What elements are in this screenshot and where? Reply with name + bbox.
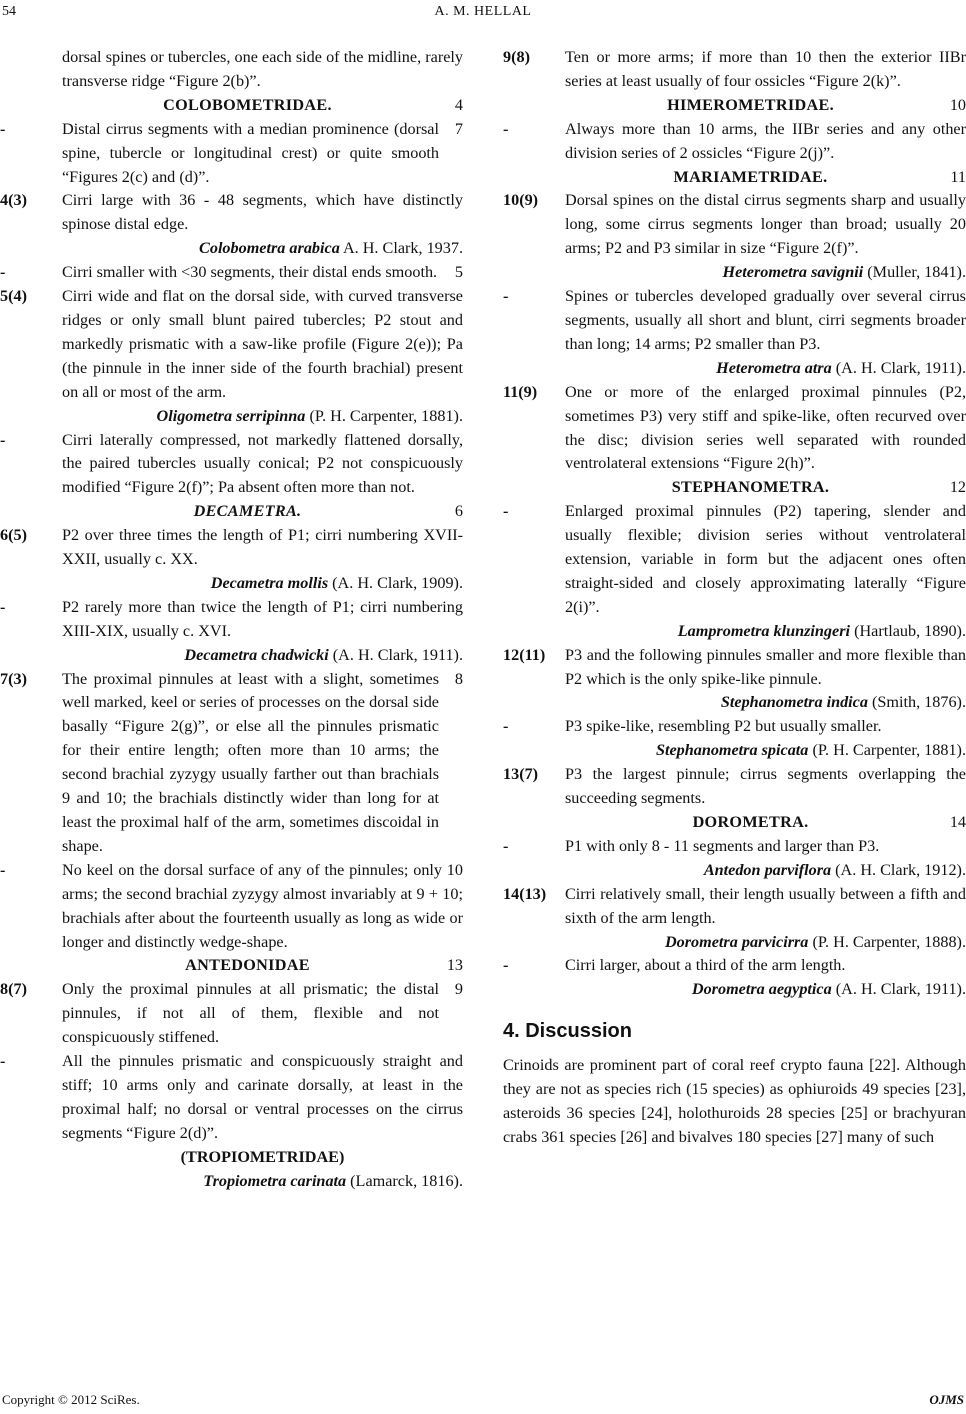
taxon-name bbox=[503, 357, 966, 381]
couplet-number: 9(8) bbox=[503, 48, 530, 66]
couplet-text: Cirri relatively small, their length usually between a fifth and sixth of the arm length. bbox=[565, 884, 966, 927]
family-heading bbox=[503, 811, 966, 835]
family-name: HIMEROMETRIDAE. bbox=[667, 95, 834, 114]
species-name: Dorometra parvicirra bbox=[664, 932, 809, 951]
running-author: A. M. HELLAL bbox=[434, 4, 532, 19]
family-heading bbox=[503, 166, 966, 190]
key-couplet bbox=[0, 285, 463, 405]
key-couplet bbox=[0, 668, 463, 859]
key-couplet bbox=[503, 381, 966, 477]
journal-abbreviation: OJMS bbox=[929, 1392, 964, 1407]
taxon-name bbox=[0, 1170, 463, 1194]
couplet-number: - bbox=[503, 956, 509, 975]
taxon-name bbox=[503, 261, 966, 285]
species-name: Heterometra savignii bbox=[722, 263, 864, 282]
taxon-name bbox=[0, 405, 463, 429]
species-authority: A. H. Clark, 1937. bbox=[342, 239, 463, 258]
taxon-name bbox=[0, 237, 463, 261]
taxon-name bbox=[503, 978, 966, 1002]
species-name: Oligometra serripinna bbox=[156, 406, 306, 425]
species-name: Decametra chadwicki bbox=[184, 645, 329, 664]
key-couplet bbox=[0, 429, 463, 501]
family-name: COLOBOMETRIDAE. bbox=[163, 95, 332, 114]
family-heading bbox=[503, 94, 966, 118]
key-couplet bbox=[503, 189, 966, 261]
taxon-name bbox=[503, 620, 966, 644]
couplet-number: - bbox=[0, 430, 6, 449]
key-couplet bbox=[0, 524, 463, 572]
couplet-target: 11 bbox=[950, 167, 966, 186]
couplet-text: P3 the largest pinnule; cirrus segments overlapping the succeeding segments. bbox=[565, 765, 966, 808]
couplet-text: P1 with only 8 - 11 segments and larger than P3. bbox=[565, 836, 880, 855]
family-name: DECAMETRA. bbox=[193, 502, 302, 521]
taxon-name bbox=[0, 572, 463, 596]
couplet-target: 10 bbox=[949, 95, 966, 114]
couplet-number: 5(4) bbox=[0, 287, 27, 306]
couplet-text: The proximal pinnules at least with a slight, sometimes well marked, keel or series of processes on the dorsal side basally “Figure 2(g)”, or else all the pinnules prismatic for their entire length; often more than 10 arms; the second brachial zyzygy usually farther out than brachials 9 and 10; the brachials distinctly wider than long for at least the proximal half of the arm, sometimes discoidal in shape. bbox=[62, 669, 439, 855]
family-heading bbox=[0, 94, 463, 118]
family-name: MARIAMETRIDAE. bbox=[673, 167, 828, 186]
couplet-target: 12 bbox=[949, 478, 966, 497]
couplet-target: 7 bbox=[454, 119, 463, 138]
species-authority: (P. H. Carpenter, 1888). bbox=[812, 932, 966, 951]
family-name: ANTEDONIDAE bbox=[185, 956, 310, 975]
couplet-target: 6 bbox=[454, 502, 463, 521]
couplet-number: - bbox=[503, 836, 509, 855]
species-name: Tropiometra carinata bbox=[203, 1171, 347, 1190]
couplet-text: Only the proximal pinnules at all prismatic; the distal pinnules, if not all of them, flexible and not conspicuously stiffened. bbox=[62, 980, 439, 1047]
couplet-number: 13(7) bbox=[503, 765, 539, 784]
key-couplet bbox=[0, 1050, 463, 1146]
species-authority: (A. H. Clark, 1911). bbox=[835, 980, 966, 999]
couplet-text: Cirri laterally compressed, not markedly flattened dorsally, the paired tubercles usually conical; P2 not conspicuously modified “Figure 2(f)”; Pa absent often more than not. bbox=[62, 430, 463, 497]
couplet-number: - bbox=[503, 287, 509, 306]
key-couplet bbox=[503, 883, 966, 931]
discussion-paragraph: Crinoids are prominent part of coral reef crypto fauna [22]. Although they are not as species rich (15 species) as ophiuroids 49 species [23], asteroids 36 species [24], holothuroids 28 species [25] or brachyuran crabs 361 species [26] and bivalves 180 species [27] many of such bbox=[503, 1056, 966, 1146]
key-couplet bbox=[503, 46, 966, 94]
copyright-notice: Copyright © 2012 SciRes. bbox=[2, 1392, 140, 1407]
key-couplet bbox=[0, 261, 463, 285]
species-authority: (P. H. Carpenter, 1881). bbox=[812, 741, 966, 760]
species-authority: (Muller, 1841). bbox=[867, 263, 966, 282]
continued-text: dorsal spines or tubercles, one each side of the midline, rarely transverse ridge “Figure 2(b)”. bbox=[62, 48, 463, 90]
taxon-name bbox=[503, 859, 966, 883]
page-number: 54 bbox=[2, 4, 16, 19]
taxon-name bbox=[503, 739, 966, 763]
couplet-text: Cirri larger, about a third of the arm length. bbox=[565, 956, 846, 975]
species-authority: (Hartlaub, 1890). bbox=[854, 621, 966, 640]
couplet-target: 8 bbox=[454, 669, 463, 688]
key-couplet bbox=[0, 859, 463, 955]
key-couplet bbox=[0, 978, 463, 1050]
species-authority: (Smith, 1876). bbox=[872, 693, 966, 712]
species-name: Stephanometra spicata bbox=[655, 741, 809, 760]
couplet-text: P3 spike-like, resembling P2 but usually smaller. bbox=[565, 717, 882, 736]
couplet-number: 4(3) bbox=[0, 191, 27, 210]
couplet-number: 12(11) bbox=[503, 645, 546, 664]
key-couplet bbox=[503, 835, 966, 859]
couplet-number: - bbox=[503, 502, 509, 521]
couplet-target: 4 bbox=[454, 95, 463, 114]
key-couplet bbox=[503, 118, 966, 166]
couplet-text: P2 rarely more than twice the length of P1; cirri numbering XIII-XIX, usually c. XVI. bbox=[62, 597, 463, 640]
couplet-text: Cirri smaller with <30 segments, their distal ends smooth. bbox=[62, 263, 438, 282]
running-header bbox=[0, 4, 966, 26]
left-column bbox=[0, 46, 463, 1194]
taxon-name bbox=[503, 691, 966, 715]
couplet-number: - bbox=[0, 119, 6, 138]
family-heading bbox=[0, 954, 463, 978]
couplet-number: - bbox=[503, 717, 509, 736]
species-name: Stephanometra indica bbox=[720, 693, 868, 712]
couplet-text: Distal cirrus segments with a median prominence (dorsal spine, tubercle or longitudinal crest) or quite smooth “Figures 2(c) and (d)”. bbox=[62, 119, 439, 186]
couplet-text: Spines or tubercles developed gradually over several cirrus segments, usually all short and blunt, cirri segments broader than long; 14 arms; P2 smaller than P3. bbox=[565, 287, 966, 353]
couplet-text: Always more than 10 arms, the IIBr series and any other division series of 2 ossicles “Figure 2(j)”. bbox=[565, 119, 966, 162]
couplet-text: Cirri large with 36 - 48 segments, which have distinctly spinose distal edge. bbox=[62, 191, 463, 234]
couplet-text: P3 and the following pinnules smaller and more flexible than P2 which is the only spike-like pinnule. bbox=[565, 645, 966, 688]
key-couplet bbox=[0, 118, 463, 190]
couplet-target: 13 bbox=[446, 956, 463, 975]
couplet-text: All the pinnules prismatic and conspicuously straight and stiff; 10 arms only and carinate dorsally, at least in the proximal half; no dorsal or ventral processes on the cirrus segments “Figure 2(d)”. bbox=[62, 1052, 463, 1142]
couplet-number: - bbox=[0, 1052, 6, 1071]
couplet-text: One or more of the enlarged proximal pinnules (P2, sometimes P3) very stiff and spike-like, often recurved over the disc; division series well separated with rounded ventrolateral extensions “Figure 2(h)”. bbox=[565, 382, 966, 473]
taxon-name bbox=[0, 644, 463, 668]
couplet-number: 14(13) bbox=[503, 884, 547, 903]
couplet-text: Ten or more arms; if more than 10 then the exterior IIBr series at least usually of four ossicles “Figure 2(k)”. bbox=[565, 48, 966, 90]
species-authority: (A. H. Clark, 1911). bbox=[332, 645, 463, 664]
species-name: Colobometra arabica bbox=[199, 239, 340, 258]
section-heading: 4. Discussion bbox=[503, 1020, 632, 1043]
species-name: Lamprometra klunzingeri bbox=[677, 621, 851, 640]
couplet-text: Cirri wide and flat on the dorsal side, with curved transverse ridges or only small blunt paired tubercles; P2 stout and markedly prismatic with a saw-like profile (Figure 2(e)); Pa (the pinnule in the inner side of the fourth brachial) present on all or most of the arm. bbox=[62, 287, 463, 401]
species-name: Heterometra atra bbox=[716, 358, 832, 377]
right-column bbox=[503, 46, 966, 1150]
key-couplet bbox=[503, 285, 966, 357]
species-authority: (P. H. Carpenter, 1881). bbox=[309, 406, 463, 425]
couplet-text: Enlarged proximal pinnules (P2) tapering, slender and usually flexible; division series without ventrolateral extension, variable in form but the adjacent ones often straight-sided and closely approximating laterally “Figure 2(i)”. bbox=[565, 502, 966, 616]
species-authority: (A. H. Clark, 1912). bbox=[835, 860, 966, 879]
couplet-number: 7(3) bbox=[0, 669, 27, 688]
couplet-number: 8(7) bbox=[0, 980, 27, 999]
key-couplet bbox=[503, 500, 966, 620]
key-couplet bbox=[503, 763, 966, 811]
species-authority: (Lamarck, 1816). bbox=[350, 1171, 463, 1190]
couplet-number: - bbox=[0, 263, 6, 282]
couplet-target: 5 bbox=[454, 263, 463, 282]
couplet-number: 10(9) bbox=[503, 191, 539, 210]
species-authority: (A. H. Clark, 1909). bbox=[332, 573, 463, 592]
species-name: Decametra mollis bbox=[210, 573, 329, 592]
couplet-number: 11(9) bbox=[503, 382, 538, 401]
family-heading: (TROPIOMETRIDAE) bbox=[180, 1147, 345, 1166]
key-couplet bbox=[503, 644, 966, 692]
couplet-target: 9 bbox=[454, 980, 463, 999]
species-name: Dorometra aegyptica bbox=[691, 980, 832, 999]
couplet-target: 14 bbox=[949, 813, 966, 831]
family-name: DOROMETRA. bbox=[692, 813, 809, 831]
key-couplet bbox=[503, 715, 966, 739]
key-couplet bbox=[0, 596, 463, 644]
family-heading bbox=[0, 500, 463, 524]
species-name: Antedon parviflora bbox=[703, 860, 832, 879]
family-heading bbox=[503, 476, 966, 500]
couplet-number: - bbox=[503, 119, 509, 138]
key-couplet bbox=[0, 189, 463, 237]
couplet-text: No keel on the dorsal surface of any of the pinnules; only 10 arms; the second brachial zyzygy almost invariably at 9 + 10; brachials after about the fourteenth usually as long as wide or longer and distinctly wedge-shape. bbox=[62, 860, 463, 951]
family-name: STEPHANOMETRA. bbox=[671, 478, 830, 497]
species-authority: (A. H. Clark, 1911). bbox=[835, 358, 966, 377]
couplet-text: Dorsal spines on the distal cirrus segments sharp and usually long, some cirrus segments longer than broad; usually 20 arms; P2 and P3 similar in size “Figure 2(f)”. bbox=[565, 191, 966, 258]
key-couplet bbox=[503, 954, 966, 978]
couplet-number: 6(5) bbox=[0, 526, 27, 545]
couplet-number: - bbox=[0, 860, 6, 879]
taxon-name bbox=[503, 931, 966, 955]
couplet-number: - bbox=[0, 597, 6, 616]
couplet-text: P2 over three times the length of P1; cirri numbering XVII-XXII, usually c. XX. bbox=[62, 526, 463, 569]
